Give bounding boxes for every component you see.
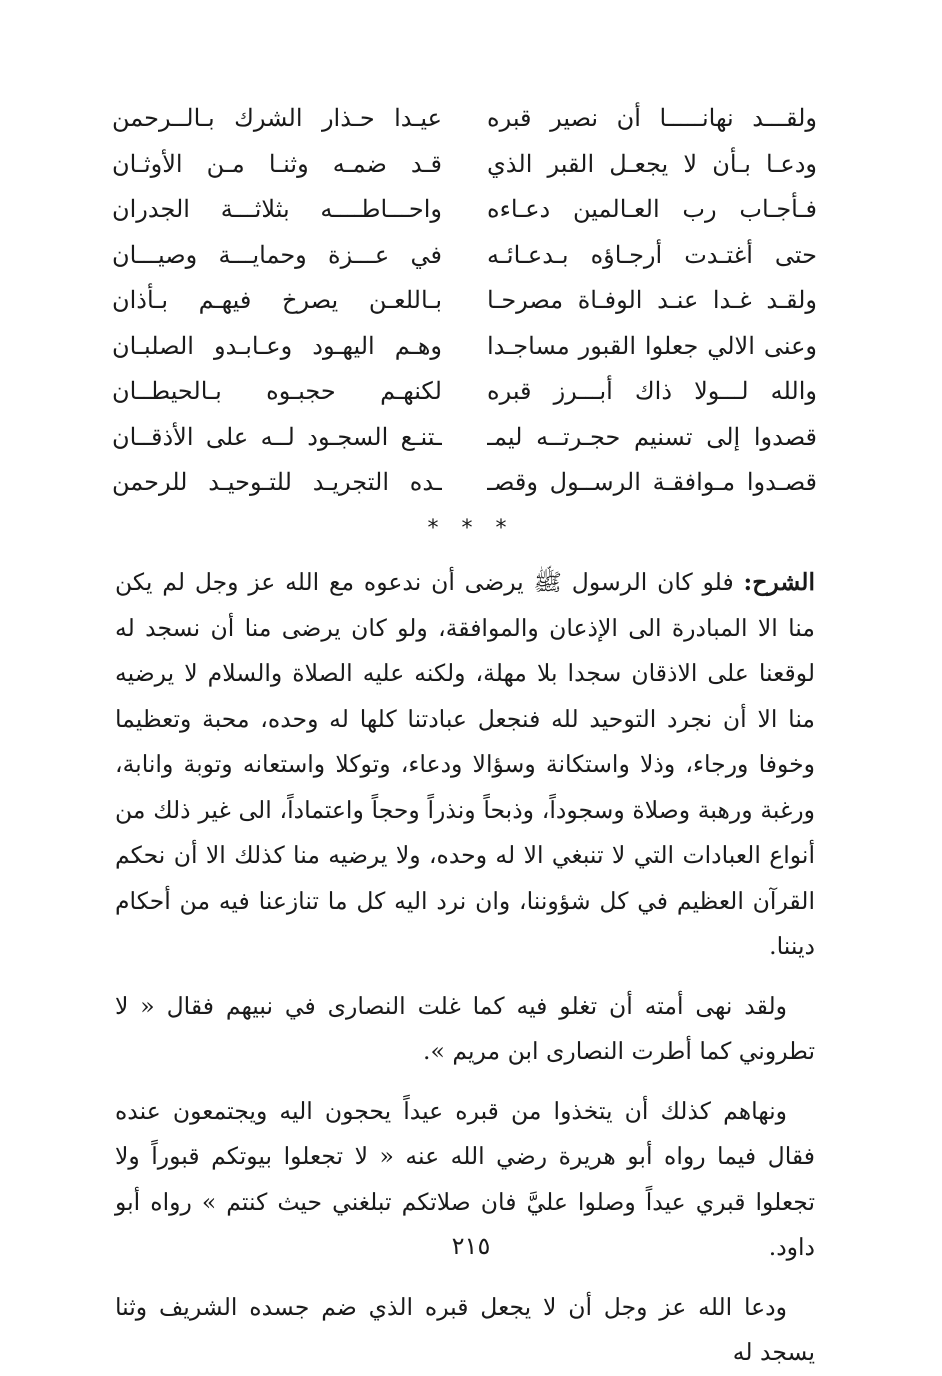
verse-line: بـاللعـن يصرخ فيهـم بـأذان bbox=[112, 286, 442, 314]
poem-block bbox=[112, 96, 817, 506]
verse-line: وعنى الالي جعلوا القبور مساجـدا bbox=[487, 331, 817, 360]
verse-line: ودعـا بـأن لا يجعـل القبر الذي bbox=[487, 149, 817, 178]
commentary-paragraph: ونهاهم كذلك أن يتخذوا من قبره عيداً يحجون اليه ويجتمعون عنده فقال فيما رواه أبو هريرة رضي الله عنه « لا تجعلوا بيوتكم قبوراً ولا تجعلوا قبري عيداً وصلوا عليَّ فان صلاتكم تبلغني حيث كنتم » رواه أبو داود. bbox=[115, 1096, 815, 1261]
commentary-paragraph: ولقد نهى أمته أن تغلو فيه كما غلت النصارى في نبيهم فقال « لا تطروني كما أطرت النصارى ابن مريم ». bbox=[115, 991, 815, 1065]
verse-line: ولقـــد نهانـــــا أن نصير قبره bbox=[487, 104, 817, 132]
verse-line: في عـــزة وحمايـــة وصيـــان bbox=[112, 240, 442, 269]
verse-line: وهـم اليهـود وعـابـدو الصلبـان bbox=[112, 331, 442, 360]
verse-line: ولقـد غـدا عنـد الوفـاة مصرحـا bbox=[487, 286, 817, 314]
commentary-label: الشرح: bbox=[743, 568, 815, 596]
verse-line: ـتنـع السجـود لــه على الأذقــان bbox=[112, 422, 442, 451]
poem-left-column bbox=[112, 96, 442, 506]
commentary-paragraph: ودعا الله عز وجل أن لا يجعل قبره الذي ضم جسده الشريف وثنا يسجد له bbox=[115, 1292, 815, 1366]
verse-line: فـأجـاب رب العـالمين دعـاءه bbox=[487, 195, 817, 223]
verse-line: لكنهـم حجبـوه بـالحيطــان bbox=[112, 377, 442, 405]
commentary-text: فلو كان الرسول ﷺ يرضى أن ندعوه مع الله عز وجل لم يكن منا الا المبادرة الى الإذعان والموافقة، ولو كان يرضى منا أن نسجد له لوقعنا على الاذقان سجدا بلا مهلة، ولكنه عليه الصلاة والسلام لا يرضيه منا الا أن نجرد التوحيد لله فنجعل عبادتنا كلها له وحده، محبة وتعظيما وخوفا ورجاء، وذلا واستكانة وسؤالا ودعاء، وتوكلا واستعانه وتوبة وانابة، ورغبة ورهبة وصلاة وسجوداً، وذبحاً ونذراً وحجاً واعتماداً، الى غير ذلك من أنواع العبادات التي لا تنبغي الا له وحده، ولا يرضيه منا كذلك الا أن نحكم القرآن العظيم في كل شؤوننا، وان نرد اليه كل ما تنازعنا فيه من أحكام ديننا. bbox=[115, 568, 815, 960]
commentary-paragraph bbox=[115, 560, 815, 970]
verse-line: حتى أغتـدت أرجـاؤه بـدعـائـه bbox=[487, 240, 817, 269]
section-separator: * * * bbox=[427, 516, 515, 541]
verse-line: والله لـــولا ذاك أبـــرز قبره bbox=[487, 377, 817, 405]
verse-line: قـد ضمـه وثنـا مـن الأوثـان bbox=[112, 149, 442, 178]
poem-right-column bbox=[487, 96, 817, 506]
verse-line: قصدوا إلى تسنيم حجـرتــه ليمـ bbox=[487, 422, 817, 451]
verse-line: عيـدا حـذار الشرك بـالــرحمن bbox=[112, 104, 442, 132]
verse-line: واحـــاطــــه بثلاثـــة الجدران bbox=[112, 195, 442, 223]
verse-line: ـده التجريـد للتـوحيـد للرحمن bbox=[112, 468, 442, 496]
verse-line: قصـدوا مـوافقـة الرســول وقصـ bbox=[487, 468, 817, 496]
page-number: ٢١٥ bbox=[451, 1232, 491, 1260]
